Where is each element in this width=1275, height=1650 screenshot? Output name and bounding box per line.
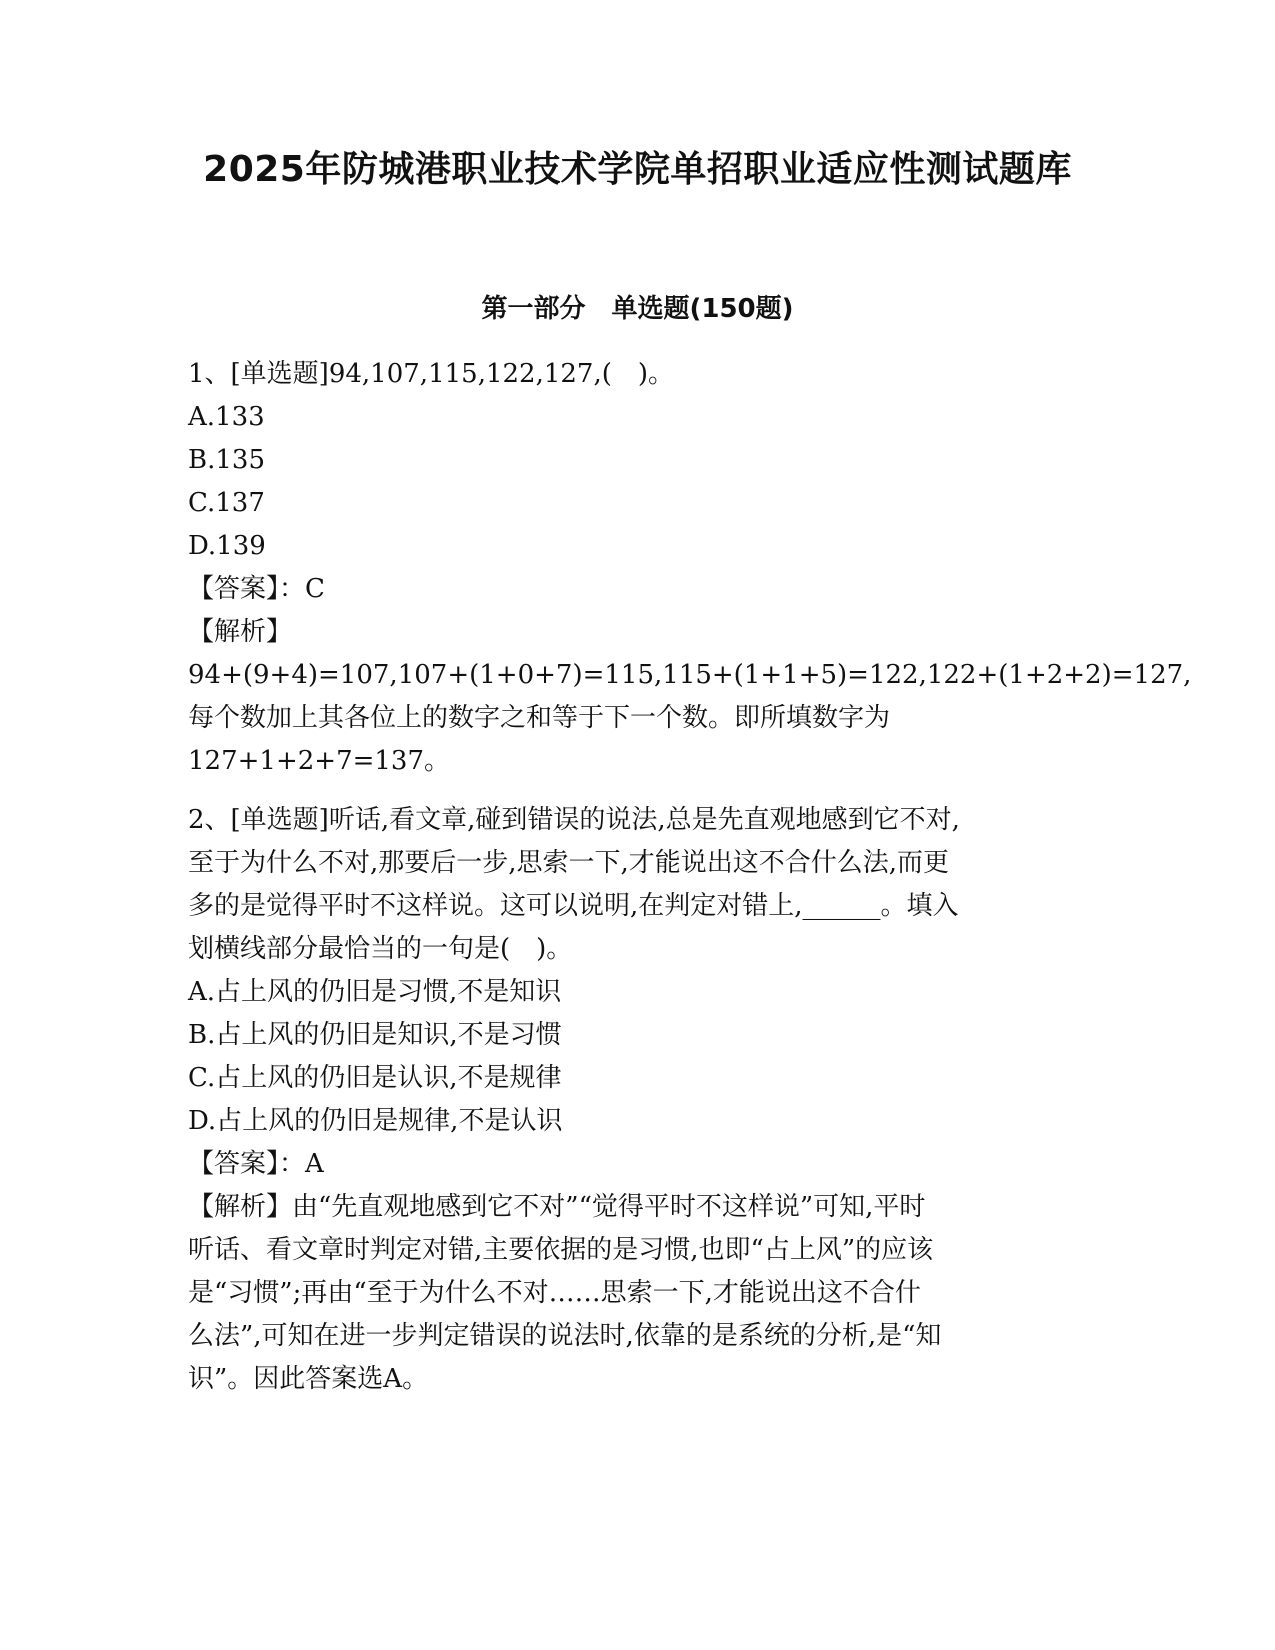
answer: 【答案】：C xyxy=(188,574,325,604)
option-a: A.占上风的仍旧是习惯,不是知识 xyxy=(188,977,562,1007)
option-c: C.137 xyxy=(188,488,265,518)
analysis-line: 么法”,可知在进一步判定错误的说法时,依靠的是系统的分析,是“知 xyxy=(188,1321,942,1351)
document-title: 2025年防城港职业技术学院单招职业适应性测试题库 xyxy=(203,149,1072,190)
answer: 【答案】：A xyxy=(188,1149,324,1179)
question-stem-line: 划横线部分最恰当的一句是( )。 xyxy=(188,934,573,964)
analysis-line: 每个数加上其各位上的数字之和等于下一个数。即所填数字为 xyxy=(188,703,891,733)
question-stem-line: 2、[单选题]听话,看文章,碰到错误的说法,总是先直观地感到它不对, xyxy=(188,805,960,835)
analysis-label: 【解析】 xyxy=(188,617,293,647)
option-b: B.135 xyxy=(188,445,265,475)
question-stem-line: 多的是觉得平时不这样说。这可以说明,在判定对错上,______。填入 xyxy=(188,891,959,921)
analysis-line: 【解析】由“先直观地感到它不对”“觉得平时不这样说”可知,平时 xyxy=(188,1192,926,1222)
question-2 xyxy=(188,799,1088,1401)
question-1 xyxy=(188,353,1192,783)
analysis-line: 是“习惯”;再由“至于为什么不对……思索一下,才能说出这不合什 xyxy=(188,1278,921,1308)
question-stem: 1、[单选题]94,107,115,122,127,( )。 xyxy=(188,359,675,389)
question-spacer xyxy=(188,783,1088,799)
analysis-line: 94+(9+4)=107,107+(1+0+7)=115,115+(1+1+5)=122,122+(1+2+2)=127, xyxy=(188,660,1192,690)
option-d: D.139 xyxy=(188,531,266,561)
analysis-line: 127+1+2+7=137。 xyxy=(188,746,451,776)
analysis-line: 识”。因此答案选A。 xyxy=(188,1364,429,1394)
option-a: A.133 xyxy=(188,402,265,432)
section-title: 第一部分 单选题(150题) xyxy=(481,294,794,324)
option-b: B.占上风的仍旧是知识,不是习惯 xyxy=(188,1020,562,1050)
question-list xyxy=(188,353,1192,1401)
option-c: C.占上风的仍旧是认识,不是规律 xyxy=(188,1063,562,1093)
analysis-line: 听话、看文章时判定对错,主要依据的是习惯,也即“占上风”的应该 xyxy=(188,1235,934,1265)
question-stem-line: 至于为什么不对,那要后一步,思索一下,才能说出这不合什么法,而更 xyxy=(188,848,950,878)
option-d: D.占上风的仍旧是规律,不是认识 xyxy=(188,1106,563,1136)
